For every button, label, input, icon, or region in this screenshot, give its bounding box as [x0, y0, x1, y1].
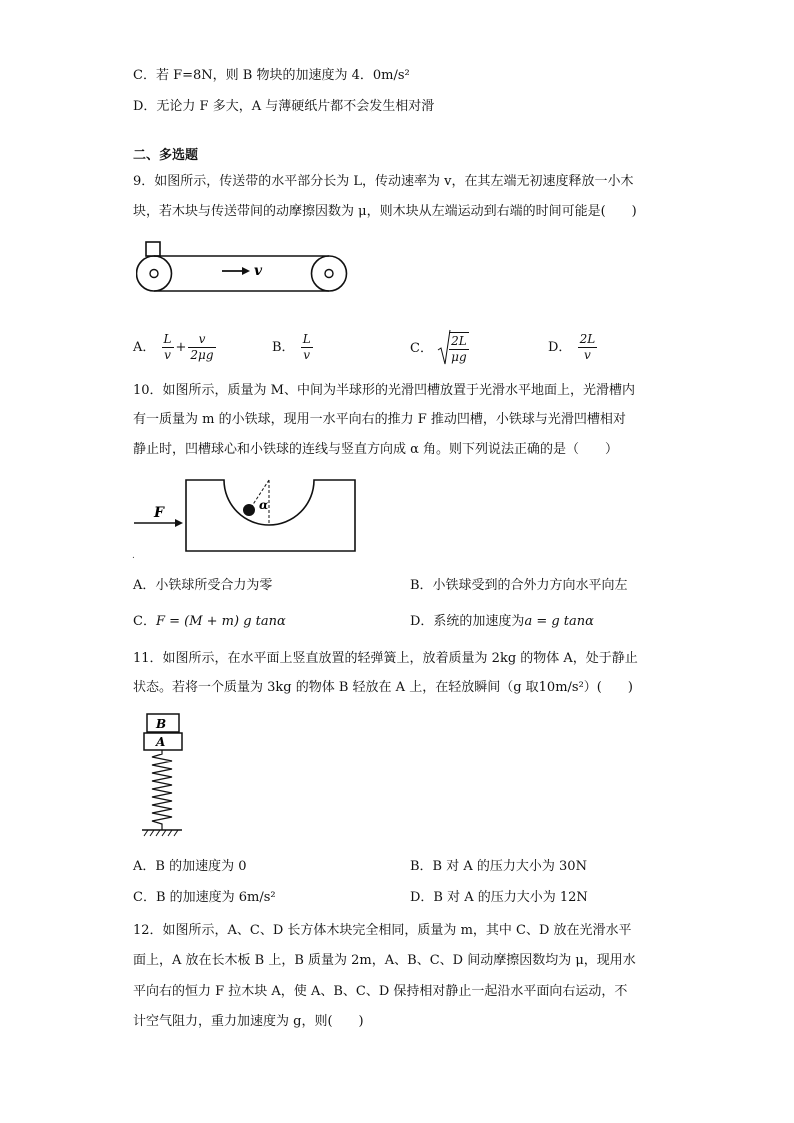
groove-figure [130, 476, 362, 560]
svg-text:B: B [156, 717, 167, 731]
sqrt-symbol: $\frac{2L}{\mu g}$ [437, 332, 471, 365]
q11-option-a: A．B 的加速度为 0 [133, 859, 247, 874]
q11-option-b: B．B 对 A 的压力大小为 30N [410, 859, 587, 874]
spring [152, 750, 172, 830]
q9-option-b: B． $\frac{L}{v}$ [272, 332, 311, 362]
q9-option-c: C． $\frac{2L}{\mu g}$ [410, 332, 471, 365]
prev-option-c: C．若 F=8N，则 B 物块的加速度为 4．0m/s² [133, 68, 410, 83]
q9-line2: 块，若木块与传送带间的动摩擦因数为 μ，则木块从左端运动到右端的时间可能是( ) [133, 204, 637, 219]
force-label: F [154, 505, 164, 521]
q10-line3: 静止时，凹槽球心和小铁球的连线与竖直方向成 α 角。则下列说法正确的是（ ） [133, 442, 619, 457]
q12-line3: 平向右的恒力 F 拉木块 A，使 A、B、C、D 保持相对静止一起沿水平面向右运动，不 [133, 984, 628, 999]
q11-option-d: D．B 对 A 的压力大小为 12N [410, 890, 588, 905]
groove-block [186, 480, 355, 551]
q10-line1: 10．如图所示，质量为 M、中间为半球形的光滑凹槽放置于光滑水平地面上，光滑槽内 [133, 383, 635, 398]
q9-option-d: D． $\frac{2L}{v}$ [548, 332, 596, 362]
iron-ball [243, 504, 255, 516]
section-title: 二、多选题 [133, 148, 199, 163]
q12-line4: 计空气阻力，重力加速度为 g，则( ) [133, 1014, 364, 1029]
wood-block [146, 242, 160, 256]
q11-option-c: C．B 的加速度为 6m/s² [133, 890, 276, 905]
q10-line2: 有一质量为 m 的小铁球，现用一水平向右的推力 F 推动凹槽，小铁球与光滑凹槽相对 [133, 412, 626, 427]
q10-option-d: D．系统的加速度为a = g tanα [410, 614, 594, 629]
q10-option-a: A．小铁球所受合力为零 [133, 578, 273, 593]
angle-label: α [259, 498, 269, 512]
right-pulley [312, 256, 347, 291]
q12-line2: 面上，A 放在长木板 B 上，B 质量为 2m，A、B、C、D 间动摩擦因数均为 μ，现用水 [133, 953, 636, 968]
spring-figure [140, 712, 190, 842]
q11-line1: 11．如图所示，在水平面上竖直放置的轻弹簧上，放着质量为 2kg 的物体 A，处于静止 [133, 651, 638, 666]
q10-option-b: B．小铁球受到的合外力方向水平向左 [410, 578, 628, 593]
q9-line1: 9．如图所示，传送带的水平部分长为 L，传动速率为 v，在其左端无初速度释放一小木 [133, 174, 634, 189]
q9-option-a: A． $\frac{L}{v}$ + $\frac{v}{2\mu g}$ [133, 332, 214, 362]
svg-text:A: A [156, 735, 166, 749]
velocity-label: v [254, 263, 263, 279]
q12-line1: 12．如图所示，A、C、D 长方体木块完全相同，质量为 m，其中 C、D 放在光滑水平 [133, 923, 632, 938]
conveyor-belt-figure [136, 238, 348, 298]
q10-option-c: C．F = (M + m) g tanα [133, 614, 286, 629]
q11-line2: 状态。若将一个质量为 3kg 的物体 B 轻放在 A 上，在轻放瞬间（g 取10m/s²）( ) [133, 680, 633, 695]
left-pulley [137, 256, 172, 291]
prev-option-d: D．无论力 F 多大，A 与薄硬纸片都不会发生相对滑 [133, 99, 435, 114]
svg-text:.: . [132, 551, 135, 560]
